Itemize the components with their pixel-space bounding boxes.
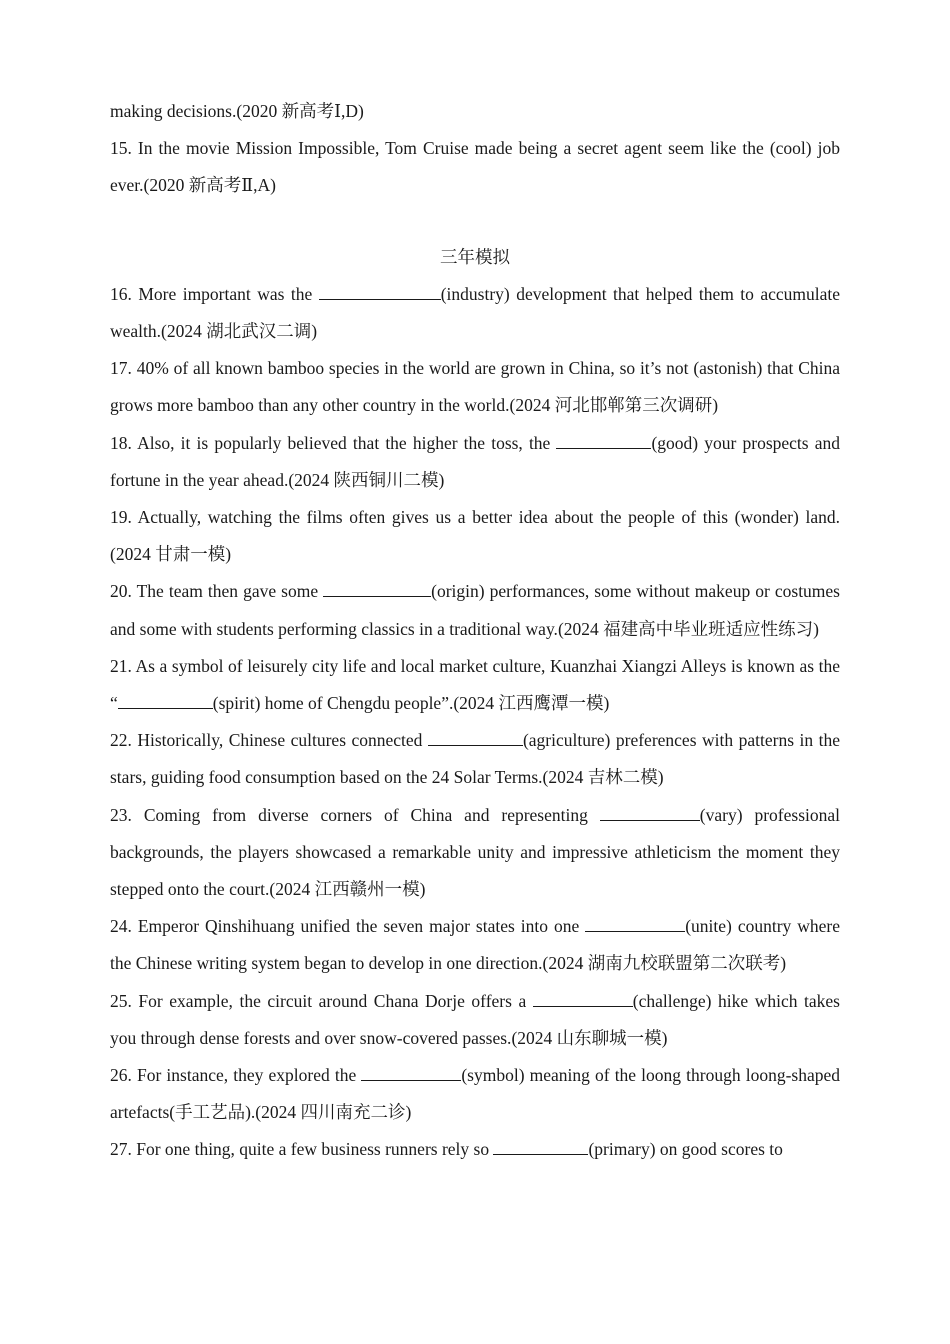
question-number: 19. (110, 507, 132, 528)
question-15 (110, 130, 840, 204)
question-text-before: As a symbol of leisurely city life and local market culture, Kuanzhai Xiangzi Alleys is known as the “ (110, 655, 840, 714)
question-text-after: (symbol) meaning of the loong through loong-shaped artefacts(手工艺品). (110, 1065, 840, 1123)
answer-blank[interactable] (585, 916, 685, 933)
answer-blank[interactable] (533, 990, 633, 1007)
question-16 (110, 276, 840, 350)
question-text-after: (primary) on good scores to (588, 1139, 783, 1160)
question-number: 18. (110, 432, 132, 453)
question-24 (110, 908, 840, 982)
question-text-before: Historically, Chinese cultures connected (137, 730, 428, 751)
question-text-before: Coming from diverse corners of China and representing (143, 804, 600, 825)
question-number: 23. (110, 804, 132, 825)
question-source: (2024 河北邯郸第三次调研) (509, 395, 719, 416)
question-23 (110, 797, 840, 909)
question-text-after: (unite) country where the Chinese writing system began to develop in one direction. (110, 916, 840, 974)
answer-blank[interactable] (361, 1064, 461, 1081)
question-text-after: (vary) professional backgrounds, the players showcased a remarkable unity and impressive athleticism the moment they stepped onto the court. (110, 804, 841, 900)
question-text-after: (agriculture) preferences with patterns in the stars, guiding food consumption based on the 24 Solar Terms. (110, 730, 840, 788)
question-text: making decisions. (110, 101, 237, 121)
answer-blank[interactable] (600, 804, 700, 821)
question-25 (110, 983, 840, 1057)
question-text-before: More important was the (138, 283, 319, 304)
question-number: 20. (110, 581, 132, 602)
question-number: 24. (110, 916, 132, 937)
question-number: 17. (110, 358, 132, 379)
answer-blank[interactable] (428, 730, 523, 747)
question-21 (110, 648, 840, 722)
question-source: (2024 甘肃一模) (110, 544, 232, 565)
question-27 (110, 1131, 840, 1168)
question-text-before: Emperor Qinshihuang unified the seven major states into one (137, 916, 586, 937)
question-source: (2024 山东聊城一模) (511, 1027, 668, 1048)
question-20 (110, 573, 840, 647)
answer-blank[interactable] (319, 283, 441, 300)
question-text-before: For example, the circuit around Chana Dorje offers a (138, 990, 533, 1011)
question-number: 22. (110, 730, 132, 751)
question-text-before: For one thing, quite a few business runners rely so (136, 1139, 494, 1160)
question-22 (110, 722, 840, 796)
question-text: In the movie Mission Impossible, Tom Cruise made being a secret agent seem like the (cool) job ever. (110, 138, 841, 196)
section-gap (110, 205, 840, 239)
question-source: (2024 江西赣州一模) (269, 879, 426, 900)
question-number: 16. (110, 283, 132, 304)
document-body (110, 93, 840, 1169)
question-text-after: (industry) development that helped them to accumulate wealth. (110, 283, 841, 342)
question-number: 25. (110, 990, 132, 1011)
question-26 (110, 1057, 840, 1131)
question-number: 26. (110, 1065, 132, 1086)
answer-blank[interactable] (493, 1139, 588, 1156)
question-number: 21. (110, 655, 132, 676)
question-14-tail (110, 93, 840, 130)
question-text-after: (good) your prospects and fortune in the year ahead. (110, 432, 840, 490)
question-text: Actually, watching the films often gives us a better idea about the people of this (wonder) land. (137, 507, 840, 528)
question-source: (2020 新高考Ⅱ,A) (143, 175, 276, 196)
question-number: 15. (110, 138, 132, 159)
question-17 (110, 350, 840, 424)
question-source: (2024 湖北武汉二调) (161, 321, 318, 342)
answer-blank[interactable] (323, 581, 431, 598)
question-text: 40% of all known bamboo species in the world are grown in China, so it’s not (astonish) that China grows more bamboo than any other country in the world. (110, 358, 841, 416)
question-text-after: (spirit) home of Chengdu people”. (212, 693, 454, 714)
question-source: (2024 福建高中毕业班适应性练习) (557, 618, 819, 639)
question-19 (110, 499, 840, 573)
question-text-before: For instance, they explored the (137, 1065, 362, 1086)
question-source: (2024 吉林二模) (542, 767, 664, 788)
section-title: 三年模拟 (440, 246, 510, 267)
question-source: (2024 江西鹰潭一模) (453, 693, 610, 714)
answer-blank[interactable] (556, 432, 651, 449)
question-text-before: The team then gave some (136, 581, 324, 602)
question-number: 27. (110, 1139, 132, 1160)
question-source: (2024 陕西铜川二模) (288, 469, 445, 490)
question-source: (2020 新高考Ⅰ,D) (236, 101, 364, 121)
question-text-after: (challenge) hike which takes you through dense forests and over snow-covered passes. (110, 990, 840, 1048)
question-source: (2024 湖南九校联盟第二次联考) (542, 953, 787, 974)
question-text-after: (origin) performances, some without makeup or costumes and some with students performing classics in a traditional way. (110, 581, 840, 639)
answer-blank[interactable] (118, 692, 213, 709)
question-text-before: Also, it is popularly believed that the higher the toss, the (137, 432, 557, 453)
question-source: (2024 四川南充二诊) (255, 1102, 412, 1123)
question-18 (110, 425, 840, 499)
